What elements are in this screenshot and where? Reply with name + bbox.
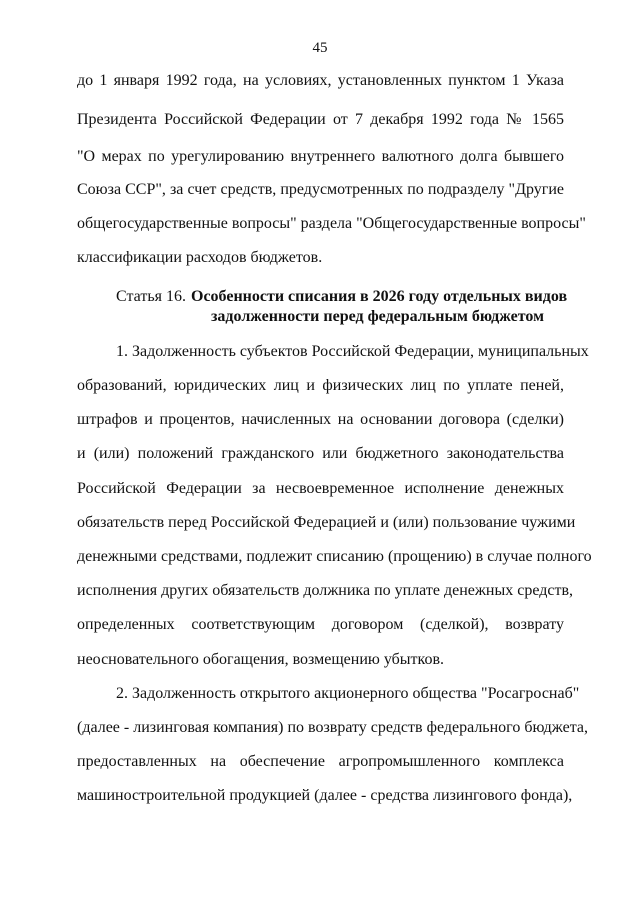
text-line: штрафов и процентов, начисленных на основании договора (сделки)	[77, 411, 564, 428]
page-number: 45	[312, 40, 328, 56]
text-line: "О мерах по урегулированию внутреннего валютного долга бывшего	[77, 148, 564, 165]
article-title	[191, 287, 568, 327]
text-line: исполнения других обязательств должника по уплате денежных средств,	[77, 582, 574, 599]
text-line: 1. Задолженность субъектов Российской Федерации, муниципальных	[116, 343, 589, 360]
text-line: определенных соответствующим договором (сделкой), возврату	[77, 616, 564, 633]
article-label: Статья 16.	[116, 288, 186, 305]
article-title-line: Особенности списания в 2026 году отдельных видов	[191, 288, 568, 305]
text-line: классификации расходов бюджетов.	[77, 249, 323, 266]
text-line: машиностроительной продукцией (далее - средства лизингового фонда),	[77, 787, 573, 804]
text-line: денежными средствами, подлежит списанию (прощению) в случае полного	[77, 548, 592, 565]
text-line: Российской Федерации за несвоевременное исполнение денежных	[77, 480, 564, 497]
text-line: до 1 января 1992 года, на условиях, установленных пунктом 1 Указа	[77, 72, 564, 89]
article-title-line: задолженности перед федеральным бюджетом	[211, 308, 544, 325]
text-line: 2. Задолженность открытого акционерного общества "Росагроснаб"	[116, 685, 580, 702]
text-line: и (или) положений гражданского или бюджетного законодательства	[77, 445, 564, 462]
text-line: неосновательного обогащения, возмещению убытков.	[77, 651, 445, 668]
text-line: общегосударственные вопросы" раздела "Общегосударственные вопросы"	[77, 215, 586, 232]
text-line: образований, юридических лиц и физических лиц по уплате пеней,	[77, 377, 564, 394]
text-line: Союза ССР", за счет средств, предусмотренных по подразделу "Другие	[77, 181, 564, 198]
text-line: Президента Российской Федерации от 7 декабря 1992 года № 1565	[77, 111, 564, 128]
text-line: предоставленных на обеспечение агропромышленного комплекса	[77, 753, 564, 770]
text-line: обязательств перед Российской Федерацией и (или) пользование чужими	[77, 514, 576, 531]
text-line: (далее - лизинговая компания) по возврату средств федерального бюджета,	[77, 719, 588, 736]
